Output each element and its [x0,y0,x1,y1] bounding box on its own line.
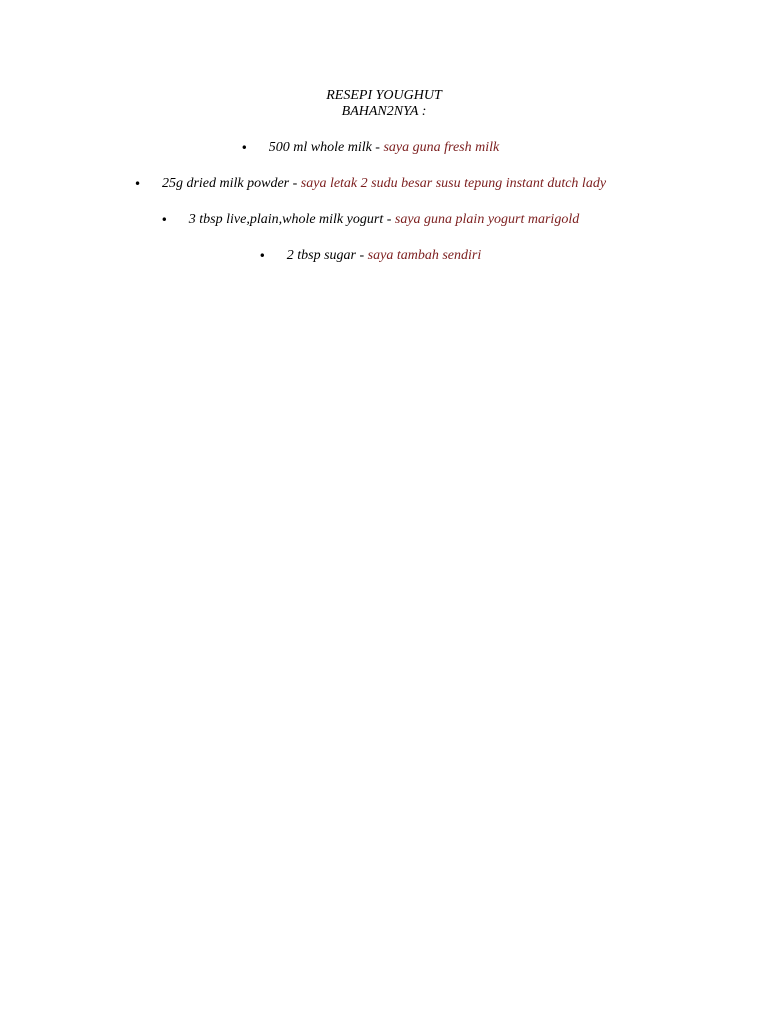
ingredient-list [0,139,768,283]
ingredient-note: saya guna fresh milk [383,140,500,155]
ingredient-text: 500 ml whole milk - [268,140,384,155]
ingredient-text: 2 tbsp sugar - [286,248,368,263]
bullet-icon: • [240,141,248,155]
list-item [0,247,768,283]
recipe-title: RESEPI YOUGHUT [326,88,442,103]
bullet-icon: • [258,249,266,263]
ingredients-heading: BAHAN2NYA : [341,104,427,119]
list-item [0,139,768,175]
bullet-icon: • [133,177,142,191]
list-item [0,211,768,247]
ingredient-text: 25g dried milk powder - [161,176,301,191]
ingredient-note: saya guna plain yogurt marigold [394,212,580,227]
ingredient-note: saya tambah sendiri [367,248,482,263]
ingredient-text: 3 tbsp live,plain,whole milk yogurt - [188,212,395,227]
list-item [0,175,768,211]
ingredient-note: saya letak 2 sudu besar susu tepung instant dutch lady [300,176,607,191]
bullet-icon: • [160,213,168,227]
